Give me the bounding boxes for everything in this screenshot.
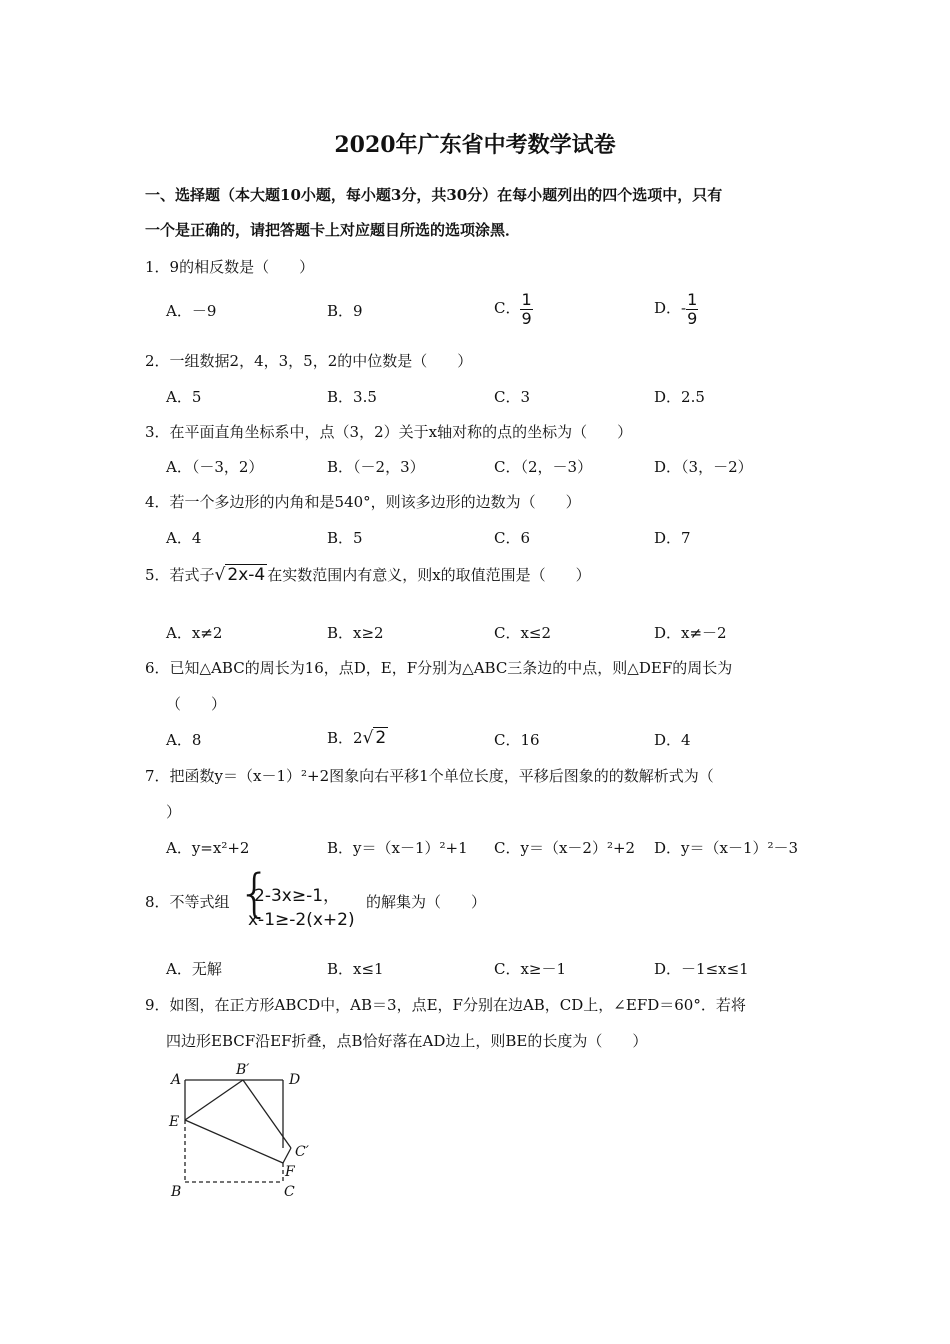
q8-option-d: D．－1≤x≤1 [654,960,749,978]
q2-option-b: B．3.5 [327,388,377,406]
q5-radicand: 2x-4 [227,565,266,585]
q5-option-a: A．x≠2 [166,624,223,642]
q1-option-c [494,291,533,327]
segment-b-prime-c-prime [243,1080,291,1148]
label-c: C [284,1184,295,1200]
q2-option-a: A．5 [166,388,202,406]
q8-inequality-1: 2-3x≥-1， [254,886,341,906]
q1-option-d [654,291,698,327]
segment-c-prime-f [283,1148,291,1163]
fraction-numerator: 1 [521,290,532,309]
q1-option-d-fraction [686,291,698,327]
q6-option-a: A．8 [166,731,202,749]
q8-stem-pre: 8．不等式组 [145,893,230,911]
q1-option-d-label: D．- [654,299,687,318]
q6-option-c: C．16 [494,731,540,749]
q5-option-b: B．x≥2 [327,624,384,642]
q2-option-d: D．2.5 [654,388,705,406]
q3-stem: 3．在平面直角坐标系中，点（3，2）关于x轴对称的点的坐标为（ ） [145,423,633,441]
q6-option-b-label: B．2 [327,729,363,747]
q7-option-d: D．y＝（x－1）²－3 [654,839,799,857]
q6-stem-cont: （ ） [166,695,227,713]
q4-option-a: A．4 [166,529,202,547]
label-d: D [289,1072,301,1088]
label-e: E [169,1114,180,1130]
fold-line-ef [185,1120,283,1163]
label-b: B [171,1184,182,1200]
q3-option-c: C．（2，－3） [494,458,593,476]
q3-option-d: D．（3，－2） [654,458,753,476]
q8-stem-post: 的解集为（ ） [366,893,487,911]
q8-brace: { [238,864,272,924]
q1-option-b: B．9 [327,302,363,320]
q5-radical: √ 2x-4 [214,565,266,585]
q2-option-c: C．3 [494,388,531,406]
q7-option-b: B．y＝（x－1）²+1 [327,839,468,857]
fraction-numerator: 1 [687,290,698,309]
q6-option-b [327,727,388,748]
fraction-denominator: 9 [687,308,698,328]
label-a: A [171,1072,182,1088]
q6-option-b-radical: √ 2 [362,728,387,748]
q1-option-c-fraction [520,291,532,327]
q2-stem: 2．一组数据2，4，3，5，2的中位数是（ ） [145,352,473,370]
label-c-prime: C′ [295,1144,309,1160]
q5-stem-post: 在实数范围内有意义，则x的取值范围是（ ） [267,566,591,584]
q8-option-b: B．x≤1 [327,960,384,978]
q8-inequality-2: x-1≥-2(x+2) [248,910,355,930]
q4-option-b: B．5 [327,529,363,547]
q5-stem-pre: 5．若式子 [145,566,215,584]
q4-option-d: D．7 [654,529,691,547]
q1-option-c-label: C． [494,299,521,318]
label-b-prime: B′ [236,1062,250,1078]
q6-option-b-radicand: 2 [375,728,387,748]
section-heading-line1: 一、选择题（本大题10小题，每小题3分，共30分）在每小题列出的四个选项中，只有 [145,186,723,204]
q5-option-d: D．x≠－2 [654,624,727,642]
page-title: 2020年广东省中考数学试卷 [334,132,616,158]
q7-stem: 7．把函数y＝（x－1）²+2图象向右平移1个单位长度，平移后图象的的数解析式为（ [145,767,714,785]
q7-option-c: C．y＝（x－2）²+2 [494,839,636,857]
q9-stem: 9．如图，在正方形ABCD中，AB＝3，点E，F分别在边AB，CD上，∠EFD＝60°．若将 [145,996,746,1014]
q5-stem [145,564,591,585]
q6-option-d: D．4 [654,731,691,749]
q7-stem-cont: ） [166,803,182,821]
q1-option-a: A．－9 [166,302,217,320]
q8-option-c: C．x≥－1 [494,960,567,978]
q3-option-a: A．（－3，2） [166,458,264,476]
q4-option-c: C．6 [494,529,531,547]
segment-eb-prime [185,1080,243,1120]
q9-stem-cont: 四边形EBCF沿EF折叠，点B恰好落在AD边上，则BE的长度为（ ） [166,1032,648,1050]
q9-figure [160,1060,330,1205]
q1-stem: 1．9的相反数是（ ） [145,258,315,276]
q5-option-c: C．x≤2 [494,624,552,642]
fraction-denominator: 9 [521,308,532,328]
q6-stem: 6．已知△ABC的周长为16，点D，E，F分别为△ABC三条边的中点，则△DEF的周长为 [145,659,733,677]
section-heading-line2: 一个是正确的，请把答题卡上对应题目所选的选项涂黑． [145,221,521,239]
q7-option-a: A．y=x²+2 [166,839,250,857]
q8-option-a: A．无解 [166,960,222,978]
q4-stem: 4．若一个多边形的内角和是540°，则该多边形的边数为（ ） [145,493,581,511]
q3-option-b: B．（－2，3） [327,458,425,476]
label-f: F [285,1164,295,1180]
